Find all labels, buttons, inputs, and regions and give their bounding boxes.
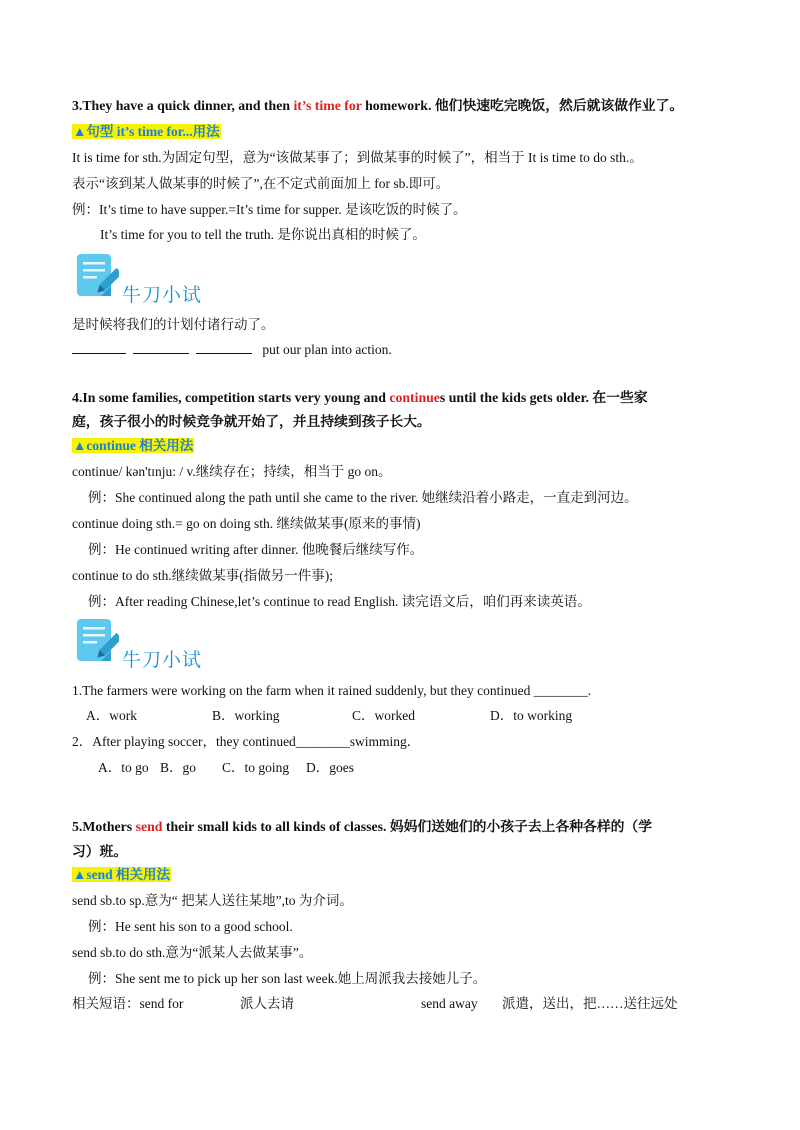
answer-blank[interactable] [72,341,126,354]
key-phrase: send [135,819,163,834]
question-tail: put our plan into action. [262,342,392,357]
option-d[interactable]: D．to working [490,708,573,723]
heading-text: 3.They have a quick dinner, and then [72,98,294,113]
phrase: send away [421,996,478,1011]
option-b[interactable]: B．go [160,760,197,775]
practice-question: 是时候将我们的计划付诸行动了。 [72,317,275,332]
notepad-pencil-icon [75,252,119,300]
practice-title: 牛刀小试 [122,649,203,671]
usage-line: It is time for sth.为固定句型，意为“该做某事了；到做某事的时候了”，相当于 It is time to do sth.。 [72,150,643,165]
answer-blank[interactable] [133,341,189,354]
option-a[interactable]: A．to go [98,760,149,775]
key-phrase: it’s time for [293,98,362,113]
phrase-meaning: 派遣，送出，把……送往远处 [502,996,678,1011]
example-line: 例：He sent his son to a good school. [88,919,293,934]
usage-line: send sb.to sp.意为“ 把某人送往某地”,to 为介词。 [72,893,353,908]
heading-text: s until the kids gets older. 在一些家 [439,390,648,405]
example-line: 例：She continued along the path until she came to the river. 她继续沿着小路走，一直走到河边。 [88,490,638,505]
notepad-pencil-icon [75,617,119,665]
example-line: 例：It’s time to have supper.=It’s time for supper. 是该吃饭的时候了。 [72,202,467,217]
option-a[interactable]: A．work [86,708,137,723]
usage-line: continue to do sth.继续做某事(指做另一件事); [72,568,333,583]
practice-block [72,252,272,306]
heading-text: homework. 他们快速吃完晚饭，然后就该做作业了。 [361,98,684,113]
example-line: 例：After reading Chinese,let’s continue to read English. 读完语文后，咱们再来读英语。 [88,594,591,609]
practice-question: 1.The farmers were working on the farm when it rained suddenly, but they continued ________. [72,683,592,698]
phrase-meaning: 派人去请 [240,996,294,1011]
example-line: 例：He continued writing after dinner. 他晚餐后继续写作。 [88,542,424,557]
practice-question: 2．After playing soccer，they continued________swimming． [72,734,421,749]
option-b[interactable]: B．working [212,708,280,723]
heading-text: their small kids to all kinds of classes. 妈妈们送她们的小孩子去上各种各样的（学 [162,819,653,834]
example-line: It’s time for you to tell the truth. 是你说出真相的时候了。 [100,227,426,242]
option-c[interactable]: C．to going [222,760,290,775]
key-phrase: continue [389,390,440,405]
practice-block [72,617,272,671]
usage-tag: ▲continue 相关用法 [73,438,194,453]
usage-tag: ▲send 相关用法 [73,867,170,882]
usage-line: 表示“该到某人做某事的时候了”,在不定式前面加上 for sb.即可。 [72,176,450,191]
practice-question [72,340,392,360]
practice-title: 牛刀小试 [122,284,203,306]
heading-text: 5.Mothers [72,819,136,834]
usage-line: send sb.to do sth.意为“派某人去做某事”。 [72,945,313,960]
section-4-heading-cont: 庭，孩子很小的时候竞争就开始了，并且持续到孩子长大。 [72,414,431,429]
usage-line: continue doing sth.= go on doing sth. 继续做某事(原来的事情) [72,516,421,531]
section-4-heading [72,386,732,410]
section-5-heading [72,815,732,839]
heading-text: 4.In some families, competition starts very young and [72,390,390,405]
related-phrases [72,994,678,1014]
phrase-label: 相关短语：send for [72,996,184,1011]
option-c[interactable]: C．worked [352,708,415,723]
usage-line: continue/ kən'tɪnju: / v.继续存在；持续，相当于 go on。 [72,464,392,479]
section-5-heading-cont: 习）班。 [72,844,128,859]
answer-blank[interactable] [196,341,252,354]
section-3-heading [72,94,732,118]
usage-tag: ▲句型 it’s time for...用法 [73,124,220,139]
example-line: 例：She sent me to pick up her son last week.她上周派我去接她儿子。 [88,971,487,986]
option-d[interactable]: D．goes [306,760,354,775]
